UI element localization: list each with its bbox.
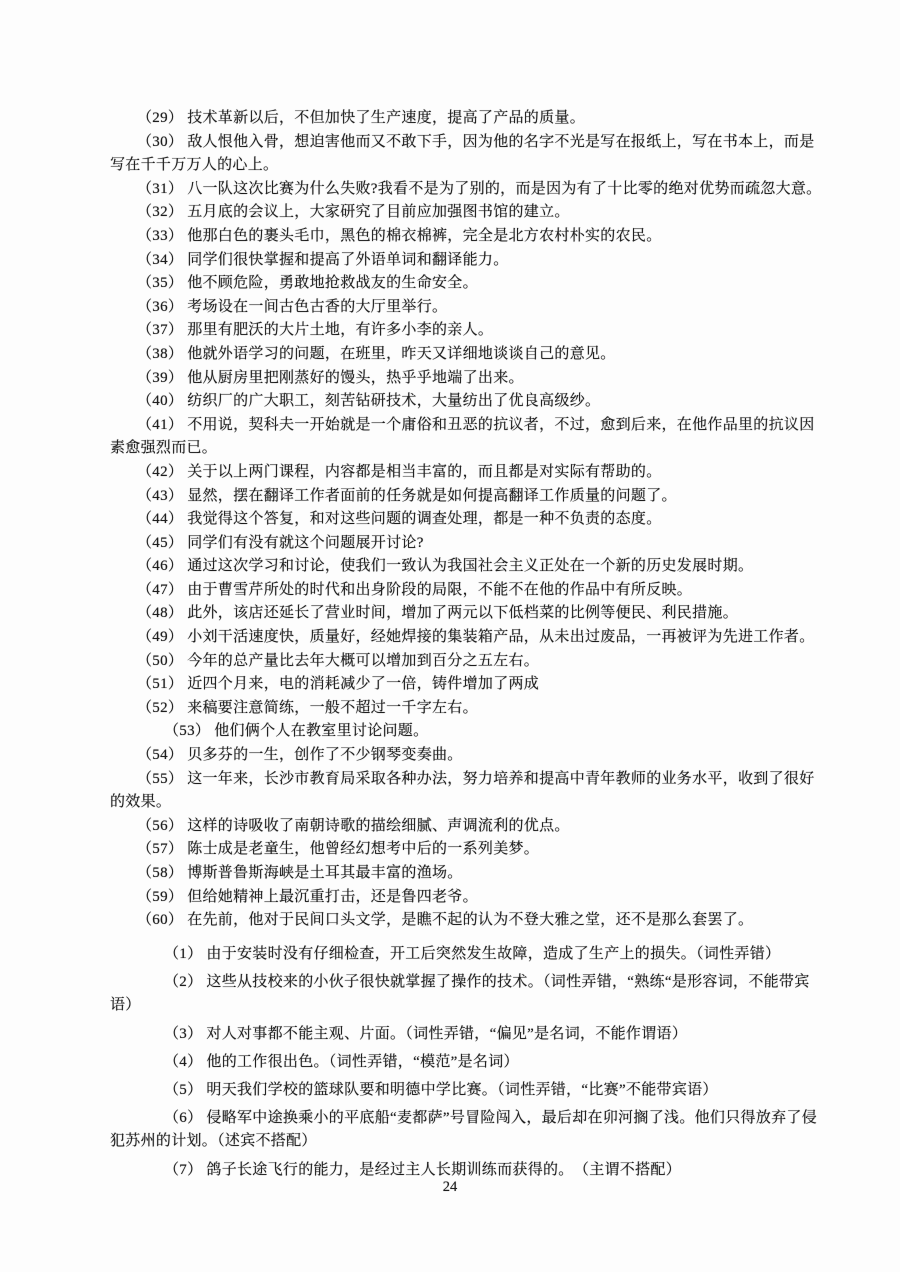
item-number: （56）	[137, 817, 184, 834]
item-text: 这样的诗吸收了南朝诗歌的描绘细腻、声调流利的优点。	[187, 817, 570, 834]
item-text: 五月底的会议上，大家研究了目前应加强图书馆的建立。	[187, 204, 570, 221]
list-item	[110, 1107, 822, 1154]
item-number: （32）	[137, 204, 184, 221]
list-item	[110, 943, 822, 967]
item-text: 同学们很快掌握和提高了外语单词和翻译能力。	[187, 251, 509, 268]
list-item	[110, 367, 822, 391]
list-item	[110, 579, 822, 603]
item-number: （29）	[137, 110, 184, 126]
item-number: （45）	[137, 534, 184, 551]
item-text: 今年的总产量比去年大概可以增加到百分之五左右。	[187, 652, 540, 669]
list-item	[110, 768, 822, 815]
list-item	[110, 485, 822, 509]
item-number: （49）	[137, 629, 184, 646]
document-body	[110, 107, 822, 1182]
item-text: 由于安装时没有仔细检查，开工后突然发生故障，造成了生产上的损失。（词性弄错）	[206, 945, 781, 962]
list-item	[110, 201, 822, 225]
item-number: （54）	[137, 747, 184, 764]
list-item	[110, 909, 822, 933]
item-text: 小刘干活速度快，质量好，经她焊接的集装箱产品，从未出过废品，一再被评为先进工作者。	[187, 629, 815, 646]
list-item	[110, 296, 822, 320]
item-text: 博斯普鲁斯海峡是土耳其最丰富的渔场。	[187, 865, 463, 881]
item-number: （3）	[164, 1025, 203, 1042]
item-number: （53）	[164, 723, 211, 740]
list-item	[110, 249, 822, 273]
list-item	[110, 815, 822, 839]
list-item	[110, 555, 822, 579]
item-text: 他不顾危险，勇敢地抢救战友的生命安全。	[187, 275, 478, 292]
list-item	[110, 862, 822, 886]
list-item	[110, 673, 822, 697]
item-text: 这一年来，长沙市教育局采取各种办法，努力培养和提高中青年教师的业务水平，收到了很好的效果。	[110, 770, 815, 811]
item-text: 鸽子长途飞行的能力，是经过主人长期训练而获得的。 （主谓不搭配）	[206, 1161, 682, 1178]
item-text: 由于曹雪芹所处的时代和出身阶段的局限，不能不在他的作品中有所反映。	[187, 581, 693, 598]
item-number: （40）	[137, 393, 184, 410]
list-item	[110, 343, 822, 367]
item-number: （41）	[137, 416, 184, 433]
item-number: （33）	[137, 227, 184, 244]
item-number: （42）	[137, 463, 184, 480]
list-item	[110, 626, 822, 650]
item-number: （6）	[164, 1109, 203, 1126]
item-text: 对人对事都不能主观、片面。（词性弄错，“偏见”是名词，不能作谓语）	[206, 1025, 688, 1042]
item-text: 显然，摆在翻译工作者面前的任务就是如何提高翻译工作质量的问题了。	[187, 487, 677, 504]
item-number: （30）	[137, 133, 184, 150]
list-item	[110, 390, 822, 414]
item-text: 这些从技校来的小伙子很快就掌握了操作的技术。（词性弄错，“熟练“是形容词，不能带宾语）	[110, 973, 810, 1014]
item-text: 但给她精神上最沉重打击，还是鲁四老爷。	[187, 888, 478, 905]
item-text: 考场设在一间古色古香的大厅里举行。	[187, 298, 448, 315]
list-item	[110, 414, 822, 461]
item-number: （52）	[137, 699, 184, 716]
list-item	[110, 971, 822, 1018]
list-item	[110, 838, 822, 862]
list-item	[110, 720, 822, 744]
item-number: （31）	[137, 180, 184, 197]
item-number: （59）	[137, 888, 184, 905]
item-number: （47）	[137, 581, 184, 598]
item-text: 贝多芬的一生，创作了不少钢琴变奏曲。	[187, 747, 463, 764]
list-item	[110, 697, 822, 721]
list-item	[110, 1079, 822, 1103]
item-text: 他从厨房里把刚蒸好的馒头，热乎乎地端了出来。	[187, 369, 524, 386]
list-item	[110, 602, 822, 626]
item-number: （34）	[137, 251, 184, 268]
item-number: （46）	[137, 558, 184, 575]
item-number: （5）	[164, 1081, 203, 1098]
item-number: （48）	[137, 605, 184, 622]
item-text: 近四个月来，电的消耗减少了一倍，铸件增加了两成	[187, 676, 540, 693]
item-number: （4）	[164, 1053, 203, 1070]
item-number: （60）	[137, 912, 184, 929]
item-number: （57）	[137, 841, 184, 858]
list-item	[110, 650, 822, 674]
item-text: 在先前，他对于民间口头文学，是瞧不起的认为不登大雅之堂，还不是那么套罢了。	[187, 912, 754, 929]
item-number: （2）	[164, 973, 203, 990]
item-text: 八一队这次比赛为什么失败?我看不是为了别的，而是因为有了十比零的绝对优势而疏忽大意。	[187, 180, 822, 197]
item-number: （50）	[137, 652, 184, 669]
list-item	[110, 225, 822, 249]
item-number: （36）	[137, 298, 184, 315]
list-item	[110, 508, 822, 532]
page-number: 24	[442, 1179, 458, 1195]
list-item	[110, 319, 822, 343]
list-item	[110, 886, 822, 910]
item-text: 侵略军中途换乘小的平底船“麦都萨”号冒险闯入，最后却在卯河搁了浅。他们只得放弃了侵犯苏州的计划。（述宾不搭配）	[110, 1109, 818, 1150]
item-text: 不用说，契科夫一开始就是一个庸俗和丑恶的抗议者，不过，愈到后来，在他作品里的抗议因素愈强烈而已。	[110, 416, 815, 457]
item-number: （39）	[137, 369, 184, 386]
item-text: 通过这次学习和讨论，使我们一致认为我国社会主义正处在一个新的历史发展时期。	[187, 558, 754, 575]
list-item	[110, 744, 822, 768]
list-item	[110, 131, 822, 178]
item-text: 来稿要注意简练，一般不超过一千字左右。	[187, 699, 478, 716]
item-text: 我觉得这个答复，和对这些问题的调查处理，都是一种不负责的态度。	[187, 511, 662, 528]
item-number: （1）	[164, 945, 203, 962]
list-item	[110, 461, 822, 485]
item-number: （7）	[164, 1161, 203, 1178]
item-number: （37）	[137, 322, 184, 339]
item-text: 纺织厂的广大职工，刻苦钻研技术，大量纺出了优良高级纱。	[187, 393, 601, 410]
item-text: 他那白色的裹头毛巾，黑色的棉衣棉裤，完全是北方农村朴实的农民。	[187, 227, 662, 244]
item-number: （55）	[137, 770, 184, 787]
list-item	[110, 272, 822, 296]
item-text: 关于以上两门课程，内容都是相当丰富的，而且都是对实际有帮助的。	[187, 463, 662, 480]
item-text: 敌人恨他入骨，想迫害他而又不敢下手，因为他的名字不光是写在报纸上，写在书本上，而是写在千千万万人的心上。	[110, 133, 815, 174]
item-number: （43）	[137, 487, 184, 504]
item-text: 技术革新以后，不但加快了生产速度，提高了产品的质量。	[187, 110, 586, 126]
item-text: 那里有肥沃的大片土地，有许多小李的亲人。	[187, 322, 494, 339]
item-number: （38）	[137, 345, 184, 362]
item-number: （44）	[137, 511, 184, 528]
list-item	[110, 532, 822, 556]
item-text: 此外，该店还延长了营业时间，增加了两元以下低档菜的比例等便民、利民措施。	[187, 605, 739, 622]
item-text: 陈士成是老童生，他曾经幻想考中后的一系列美梦。	[187, 841, 540, 858]
list-item	[110, 107, 822, 131]
list-item	[110, 1023, 822, 1047]
item-text: 他们俩个人在教室里讨论问题。	[214, 723, 429, 740]
item-number: （58）	[137, 865, 184, 881]
item-number: （35）	[137, 275, 184, 292]
item-number: （51）	[137, 676, 184, 693]
item-text: 他的工作很出色。（词性弄错，“模范”是名词）	[206, 1053, 519, 1070]
list-item	[110, 1051, 822, 1075]
list-item	[110, 178, 822, 202]
item-text: 明天我们学校的篮球队要和明德中学比赛。（词性弄错，“比赛”不能带宾语）	[206, 1081, 718, 1098]
item-text: 他就外语学习的问题，在班里，昨天又详细地谈谈自己的意见。	[187, 345, 616, 362]
item-text: 同学们有没有就这个问题展开讨论?	[187, 534, 424, 551]
